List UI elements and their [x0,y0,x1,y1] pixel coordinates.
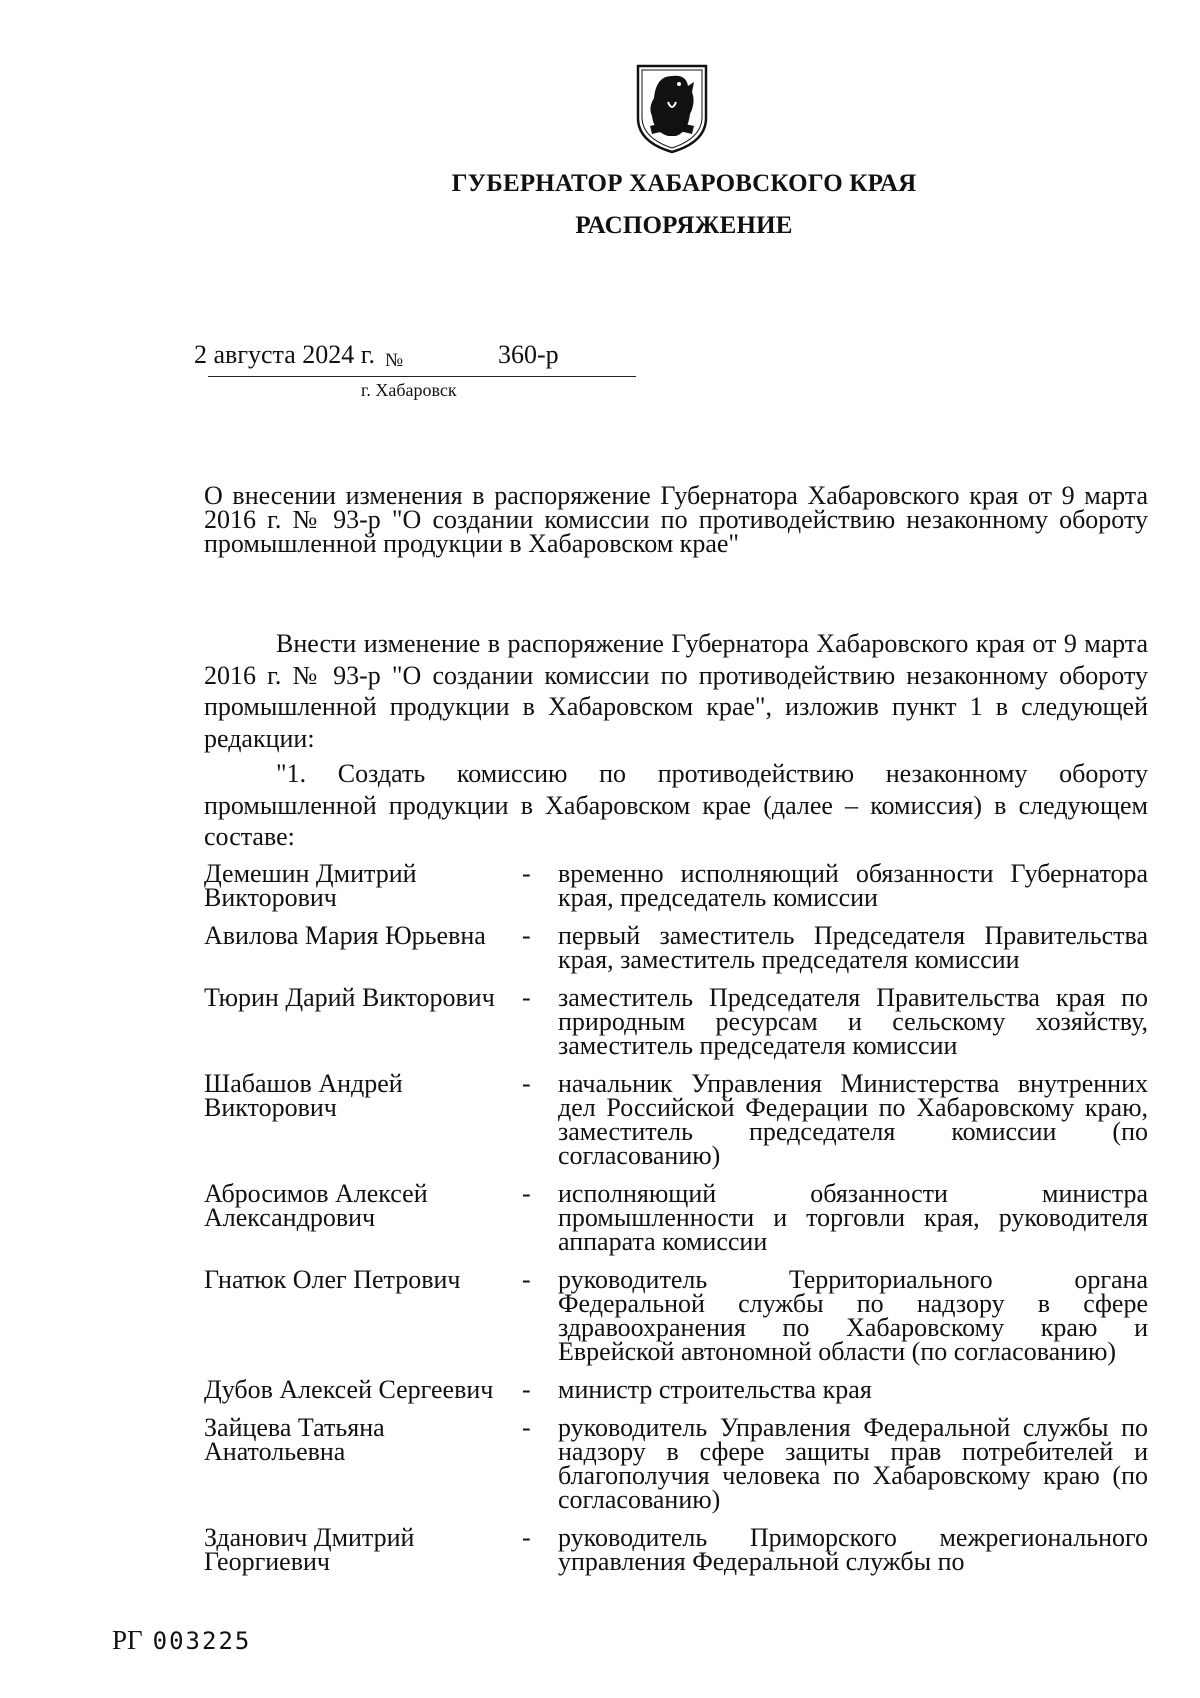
document-city: г. Хабаровск [361,380,457,400]
member-row [204,1179,1148,1256]
member-role: исполняющий обязанности министра промышленности и торговли края, руководителя аппарата комиссии [558,1179,1148,1256]
commission-members-list [204,859,1148,1576]
body-paragraph-2: "1. Создать комиссию по противодействию незаконному обороту промышленной продукции в Хабаровском крае (далее – комиссия) в следующем составе: [204,759,1148,851]
member-name: Дубов Алексей Сергеевич [204,1375,494,1404]
document-number: 360-р [498,340,559,369]
member-name: Зданович Дмитрий Георгиевич [204,1523,415,1576]
member-row [204,921,1148,974]
member-role: временно исполняющий обязанности Губернатора края, председатель комиссии [558,859,1148,912]
member-name: Шабашов Андрей Викторович [204,1069,403,1122]
member-dash: - [522,1523,531,1552]
document-title: О внесении изменения в распоряжение Губернатора Хабаровского края от 9 марта 2016 г. № 93-р "О создании комиссии по противодействию незаконному обороту промышленной продукции в Хабаровском крае" [204,481,1148,558]
member-row [204,859,1148,912]
body-paragraph-1: Внести изменение в распоряжение Губернатора Хабаровского края от 9 марта 2016 г. № 93-р "О создании комиссии по противодействию незаконному обороту промышленной продукции в Хабаровском крае", изложив пункт 1 в следующей редакции: [204,629,1148,753]
member-dash: - [522,983,531,1012]
coat-of-arms-emblem [632,62,712,154]
member-role: первый заместитель Председателя Правительства края, заместитель председателя комиссии [558,921,1148,974]
member-name: Авилова Мария Юрьевна [204,921,486,950]
member-role: руководитель Приморского межрегионального управления Федеральной службы по [558,1523,1148,1576]
member-name: Тюрин Дарий Викторович [204,983,495,1012]
document-date: 2 августа 2024 г. [194,340,375,369]
member-role: руководитель Территориального органа Федеральной службы по надзору в сфере здравоохранения по Хабаровскому краю и Еврейской автономной области (по согласованию) [558,1265,1148,1366]
member-dash: - [522,1069,531,1098]
member-name: Демешин Дмитрий Викторович [204,859,417,912]
member-role: начальник Управления Министерства внутренних дел Российской Федерации по Хабаровскому краю, заместитель председателя комиссии (по согласованию) [558,1069,1148,1170]
member-name: Зайцева Татьяна Анатольевна [204,1413,385,1466]
member-dash: - [522,1413,531,1442]
form-series: РГ [112,1625,143,1655]
member-row [204,1375,1148,1404]
member-row [204,1413,1148,1514]
date-underline [208,376,636,377]
member-dash: - [522,1375,531,1404]
member-dash: - [522,921,531,950]
member-row [204,1069,1148,1170]
member-dash: - [522,1265,531,1294]
member-dash: - [522,1179,531,1208]
member-row [204,1265,1148,1366]
document-type: РАСПОРЯЖЕНИЕ [575,212,793,239]
number-sign: № [385,350,404,371]
form-serial-number [112,1625,251,1656]
form-code: 003225 [152,1627,252,1655]
member-dash: - [522,859,531,888]
member-role: министр строительства края [558,1375,872,1404]
member-name: Гнатюк Олег Петрович [204,1265,461,1294]
member-role: руководитель Управления Федеральной службы по надзору в сфере защиты прав потребителей и благополучия человека по Хабаровскому краю (по согласованию) [558,1413,1148,1514]
member-row [204,1523,1148,1576]
member-role: заместитель Председателя Правительства края по природным ресурсам и сельскому хозяйству, заместитель председателя комиссии [558,983,1148,1060]
member-row [204,983,1148,1060]
issuer-title: ГУБЕРНАТОР ХАБАРОВСКОГО КРАЯ [451,170,917,197]
member-name: Абросимов Алексей Александрович [204,1179,428,1232]
